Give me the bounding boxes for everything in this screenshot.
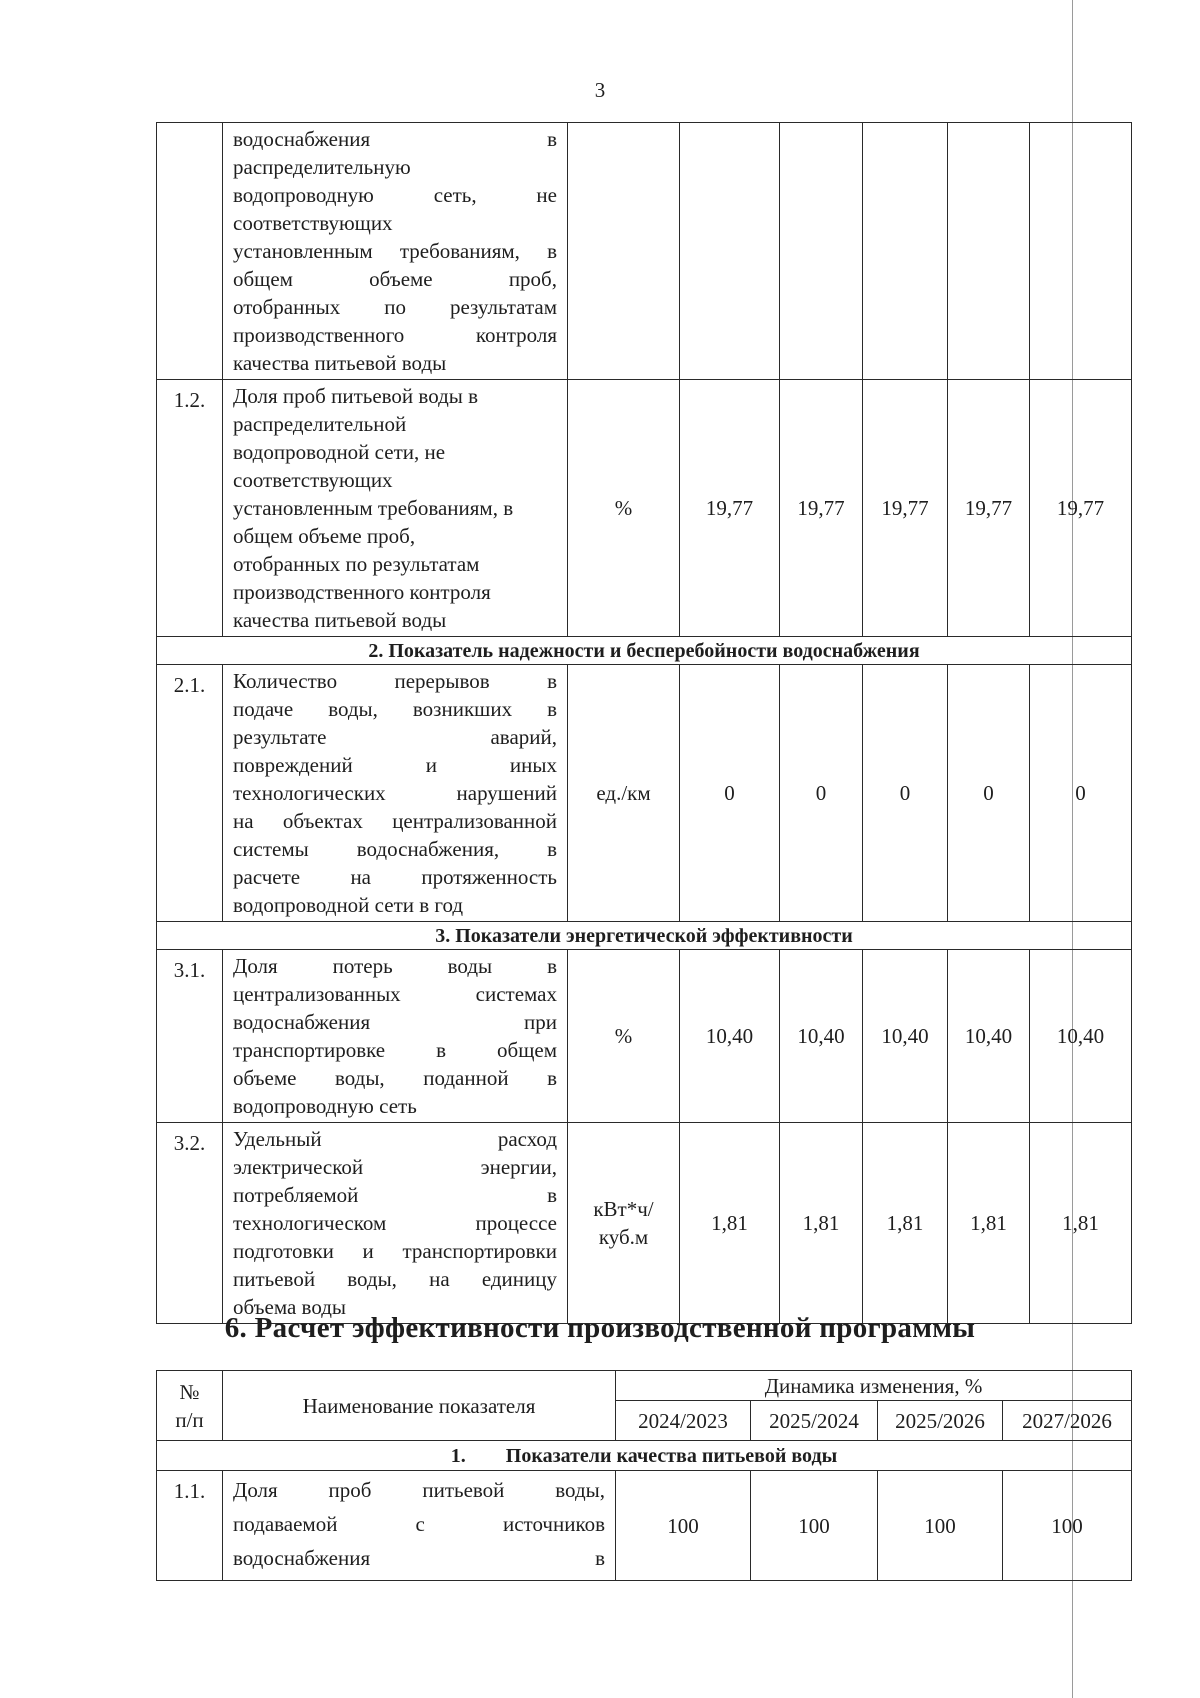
table-header-row [157, 1371, 1132, 1401]
value-cell: 100 [878, 1471, 1003, 1581]
value-cell [680, 123, 780, 380]
section-title: 2. Показатель надежности и бесперебойности водоснабжения [157, 637, 1132, 665]
section-row [157, 637, 1132, 665]
value-cell: 10,40 [780, 950, 863, 1123]
num-column-header: № п/п [157, 1371, 223, 1441]
page-number: 3 [594, 78, 606, 102]
indicator-name: Доля проб питьевой воды в распределительной водопроводной сети, не соответствующих установленным требованиям, в общем объеме проб, отобранных по результатам производственного контроля качества питьевой воды [223, 380, 568, 637]
value-cell: 100 [616, 1471, 751, 1581]
efficiency-table [156, 1370, 1132, 1581]
value-cell: 10,40 [680, 950, 780, 1123]
value-cell: 10,40 [863, 950, 948, 1123]
value-cell [948, 123, 1030, 380]
row-number: 3.2. [157, 1123, 223, 1324]
value-cell: 19,77 [680, 380, 780, 637]
indicator-name: Доля проб питьевой воды, подаваемой с источников водоснабжения в [223, 1471, 616, 1581]
table-row [157, 665, 1132, 922]
row-number: 2.1. [157, 665, 223, 922]
indicator-name: Удельный расход электрической энергии, потребляемой в технологическом процессе подготовки и транспортировки питьевой воды, на единицу объема воды [223, 1123, 568, 1324]
row-number [157, 123, 223, 380]
value-cell: 0 [780, 665, 863, 922]
value-cell [863, 123, 948, 380]
value-cell: 1,81 [1030, 1123, 1132, 1324]
section-row [157, 922, 1132, 950]
value-cell: 100 [1003, 1471, 1132, 1581]
value-cell: 0 [948, 665, 1030, 922]
value-cell: 1,81 [863, 1123, 948, 1324]
period-header: 2025/2026 [878, 1401, 1003, 1441]
value-cell: 19,77 [1030, 380, 1132, 637]
value-cell: 1,81 [948, 1123, 1030, 1324]
section-row [157, 1441, 1132, 1471]
period-header: 2025/2024 [751, 1401, 878, 1441]
unit-cell [568, 123, 680, 380]
name-column-header: Наименование показателя [223, 1371, 616, 1441]
unit-cell: % [568, 950, 680, 1123]
unit-cell: ед./км [568, 665, 680, 922]
indicator-name: Количество перерывов в подаче воды, возникших в результате аварий, повреждений и иных технологических нарушений на объектах централизованной системы водоснабжения, в расчете на протяженность водопроводной сети в год [223, 665, 568, 922]
indicator-name: Доля потерь воды в централизованных системах водоснабжения при транспортировке в общем объеме воды, поданной в водопроводную сеть [223, 950, 568, 1123]
value-cell [1030, 123, 1132, 380]
value-cell: 19,77 [948, 380, 1030, 637]
period-header: 2024/2023 [616, 1401, 751, 1441]
row-number: 1.2. [157, 380, 223, 637]
value-cell: 10,40 [1030, 950, 1132, 1123]
row-number: 1.1. [157, 1471, 223, 1581]
indicator-name: водоснабжения в распределительную водопроводную сеть, не соответствующих установленным требованиям, в общем объеме проб, отобранных по результатам производственного контроля качества питьевой воды [223, 123, 568, 380]
table-row [157, 1471, 1132, 1581]
row-number: 3.1. [157, 950, 223, 1123]
table-row [157, 380, 1132, 637]
unit-cell: % [568, 380, 680, 637]
value-cell: 1,81 [780, 1123, 863, 1324]
value-cell: 0 [1030, 665, 1132, 922]
dynamics-header: Динамика изменения, % [616, 1371, 1132, 1401]
value-cell: 0 [863, 665, 948, 922]
period-header: 2027/2026 [1003, 1401, 1132, 1441]
value-cell: 1,81 [680, 1123, 780, 1324]
value-cell: 10,40 [948, 950, 1030, 1123]
table-row [157, 1123, 1132, 1324]
section-title: 3. Показатели энергетической эффективности [157, 922, 1132, 950]
table-row [157, 950, 1132, 1123]
indicators-table [156, 122, 1132, 1324]
value-cell: 19,77 [780, 380, 863, 637]
value-cell: 100 [751, 1471, 878, 1581]
section-title: 1. Показатели качества питьевой воды [157, 1441, 1132, 1471]
value-cell: 0 [680, 665, 780, 922]
section-heading: 6. Расчет эффективности производственной программы [224, 1312, 976, 1344]
value-cell: 19,77 [863, 380, 948, 637]
unit-cell: кВт*ч/ куб.м [568, 1123, 680, 1324]
table-row [157, 123, 1132, 380]
value-cell [780, 123, 863, 380]
